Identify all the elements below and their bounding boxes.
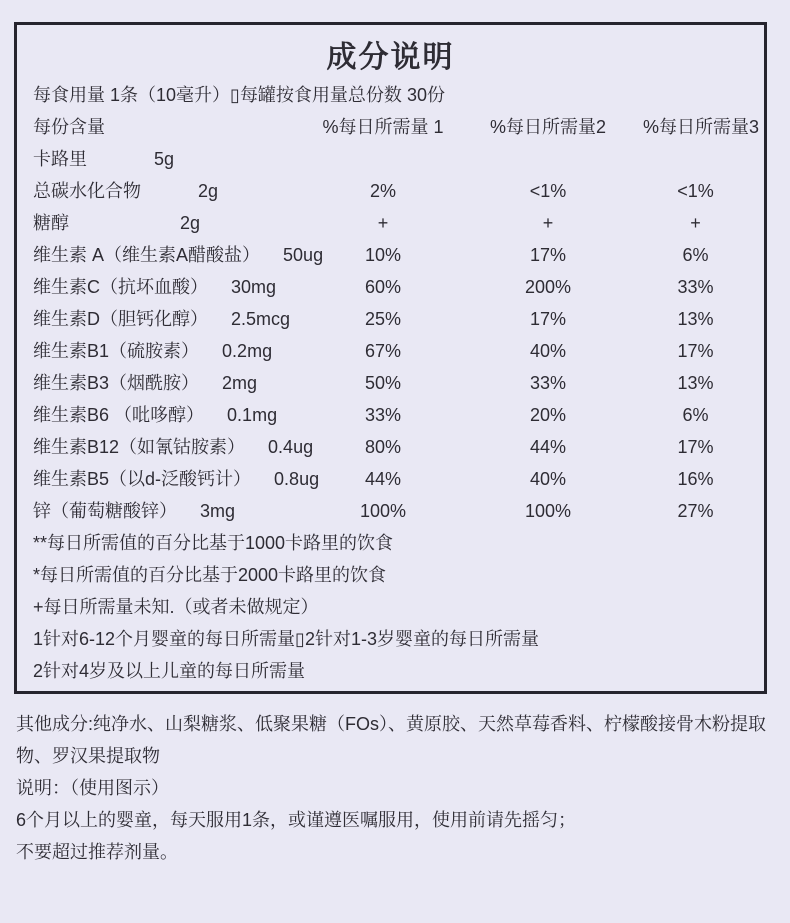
nutrient-label: 维生素C（抗坏血酸） <box>33 277 208 297</box>
daily-value-1: 10% <box>364 245 402 265</box>
daily-value-1: 44% <box>364 469 402 489</box>
nutrient-row <box>33 431 748 463</box>
other-ingredients: 其他成分:纯净水、山梨糖浆、低聚果糖（FOs）、黄原胶、天然草莓香料、柠檬酸接骨木粉提取物、罗汉果提取物 <box>16 714 766 766</box>
footnote: +每日所需量未知.（或者未做规定） <box>33 597 319 617</box>
nutrient-amount: 2mg <box>222 373 258 393</box>
daily-value-2: 40% <box>529 469 567 489</box>
daily-value-3: 13% <box>677 373 714 393</box>
daily-value-1: 25% <box>364 309 402 329</box>
nutrient-label: 维生素B12（如氰钴胺素） <box>33 437 246 457</box>
usage-title: 说明：（使用图示） <box>16 778 169 798</box>
daily-value-1: + <box>377 213 389 233</box>
daily-value-3: 17% <box>677 341 714 361</box>
daily-value-2: 33% <box>529 373 567 393</box>
daily-value-2: 44% <box>529 437 567 457</box>
nutrient-amount: 5g <box>154 149 175 169</box>
nutrient-label: 维生素B5（以d-泛酸钙计） <box>33 469 252 489</box>
footnote: 2针对4岁及以上儿童的每日所需量 <box>33 661 306 681</box>
nutrient-label: 卡路里 <box>33 149 87 169</box>
nutrient-row <box>33 367 748 399</box>
daily-value-1: 2% <box>369 181 396 201</box>
daily-value-2: + <box>542 213 554 233</box>
table-header-row <box>33 111 760 143</box>
daily-value-3: 33% <box>677 277 714 297</box>
daily-value-2: 20% <box>529 405 567 425</box>
nutrient-row <box>33 463 748 495</box>
daily-value-1: 60% <box>364 277 402 297</box>
panel-title: 成分说明 <box>326 41 455 74</box>
daily-value-3: 17% <box>677 437 714 457</box>
header-daily-value-1: %每日所需量 1 <box>322 117 444 137</box>
daily-value-2: 40% <box>529 341 567 361</box>
nutrient-amount: 0.8ug <box>274 469 320 489</box>
nutrient-label: 总碳水化合物 <box>33 181 141 201</box>
nutrient-row <box>33 175 748 207</box>
daily-value-3: 13% <box>677 309 714 329</box>
nutrient-amount: 2g <box>198 181 219 201</box>
nutrient-row <box>33 239 748 271</box>
usage-instruction: 6个月以上的婴童，每天服用1条，或谨遵医嘱服用，使用前请先摇匀； <box>16 810 577 830</box>
nutrient-amount: 0.2mg <box>222 341 273 361</box>
nutrient-row <box>33 143 748 175</box>
nutrient-amount: 3mg <box>200 501 236 521</box>
daily-value-1: 50% <box>364 373 402 393</box>
footnote: **每日所需值的百分比基于1000卡路里的饮食 <box>33 533 394 553</box>
nutrient-label: 维生素 A（维生素A醋酸盐） <box>33 245 261 265</box>
daily-value-3: 6% <box>682 405 709 425</box>
nutrient-amount: 2.5mcg <box>231 309 291 329</box>
daily-value-2: 17% <box>529 245 567 265</box>
nutrient-row <box>33 335 748 367</box>
nutrient-label: 维生素D（胆钙化醇） <box>33 309 208 329</box>
nutrient-amount: 50ug <box>283 245 324 265</box>
nutrient-label: 维生素B1（硫胺素） <box>33 341 200 361</box>
daily-value-3: 27% <box>677 501 714 521</box>
daily-value-3: + <box>690 213 701 233</box>
daily-value-1: 80% <box>364 437 402 457</box>
nutrition-facts-panel <box>14 22 767 694</box>
footnote: *每日所需值的百分比基于2000卡路里的饮食 <box>33 565 387 585</box>
nutrient-amount: 30mg <box>231 277 277 297</box>
daily-value-2: 17% <box>529 309 567 329</box>
footnotes-section <box>33 527 748 687</box>
nutrient-label: 糖醇 <box>33 213 69 233</box>
additional-info-section <box>16 708 774 868</box>
nutrient-label: 维生素B6 （吡哆醇） <box>33 405 205 425</box>
nutrient-label: 锌（葡萄糖酸锌） <box>33 501 177 521</box>
nutrient-label: 维生素B3（烟酰胺） <box>33 373 200 393</box>
nutrient-row <box>33 207 748 239</box>
daily-value-3: <1% <box>677 181 714 201</box>
serving-info: 每食用量 1条（10毫升）▯每罐按食用量总份数 30份 <box>33 85 445 105</box>
nutrient-amount: 0.1mg <box>227 405 278 425</box>
daily-value-1: 33% <box>364 405 402 425</box>
daily-value-1: 100% <box>359 501 407 521</box>
usage-warning: 不要超过推荐剂量。 <box>16 842 178 862</box>
daily-value-2: 200% <box>524 277 572 297</box>
nutrient-amount: 0.4ug <box>268 437 314 457</box>
nutrient-row <box>33 495 748 527</box>
header-daily-value-3: %每日所需量3 <box>643 117 760 137</box>
nutrient-row <box>33 271 748 303</box>
daily-value-3: 16% <box>677 469 714 489</box>
nutrient-row <box>33 303 748 335</box>
daily-value-2: 100% <box>524 501 572 521</box>
footnote: 1针对6-12个月婴童的每日所需量▯2针对1-3岁婴童的每日所需量 <box>33 629 539 649</box>
daily-value-3: 6% <box>682 245 709 265</box>
daily-value-1: 67% <box>364 341 402 361</box>
header-amount-per-serving: 每份含量 <box>33 117 105 137</box>
nutrient-row <box>33 399 748 431</box>
header-daily-value-2: %每日所需量2 <box>489 117 606 137</box>
nutrient-amount: 2g <box>180 213 201 233</box>
daily-value-2: <1% <box>529 181 567 201</box>
